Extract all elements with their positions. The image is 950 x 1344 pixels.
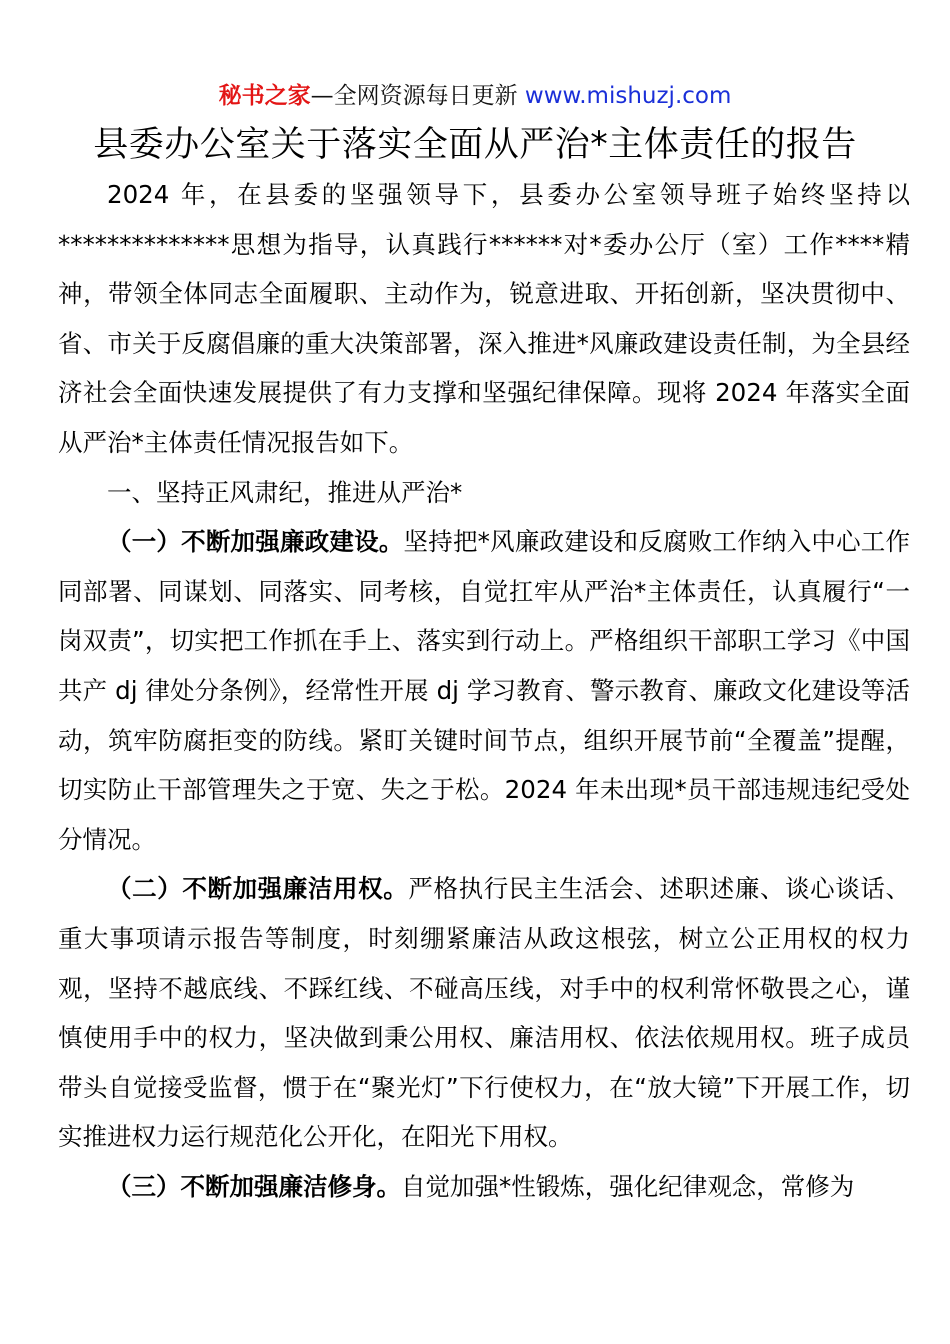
- item-lead-1: （一）不断加强廉政建设。: [107, 527, 404, 557]
- section-heading: 一、坚持正风肃纪，推进从严治*: [107, 477, 463, 507]
- item-paragraph-3: [58, 1162, 910, 1212]
- item-text-3: 自觉加强*性锻炼，强化纪律观念，常修为: [401, 1171, 855, 1201]
- item-paragraph-1: [58, 517, 910, 864]
- site-banner: [0, 80, 950, 112]
- item-lead-2: （二）不断加强廉洁用权。: [107, 874, 409, 904]
- document-body: [58, 170, 910, 1211]
- intro-paragraph: 2024 年，在县委的坚强领导下，县委办公室领导班子始终坚持以**************思想为指导，认真践行******对*委办公厅（室）工作****精神，带领全体同志全面履职、主动作为，锐意进取、开拓创新，坚决贯彻中、省、市关于反腐倡廉的重大决策部署，深入推进*风廉政建设责任制，为全县经济社会全面快速发展提供了有力支撑和坚强纪律保障。现将 2024 年落实全面从严治*主体责任情况报告如下。: [58, 180, 910, 457]
- site-url-link[interactable]: www.mishuzj.com: [524, 83, 732, 109]
- item-text-1: 坚持把*风廉政建设和反腐败工作纳入中心工作同部署、同谋划、同落实、同考核，自觉扛牢从严治*主体责任，认真履行“一岗双责”，切实把工作抓在手上、落实到行动上。严格组织干部职工学习《中国共产 dj 律处分条例》，经常性开展 dj 学习教育、警示教育、廉政文化建设等活动，筑牢防腐拒变的防线。紧盯关键时间节点，组织开展节前“全覆盖”提醒，切实防止干部管理失之于宽、失之于松。2024 年未出现*员干部违规违纪受处分情况。: [58, 527, 910, 854]
- item-paragraph-2: [58, 864, 910, 1162]
- site-brand: 秘书之家: [218, 83, 311, 109]
- item-text-2: 严格执行民主生活会、述职述廉、谈心谈话、重大事项请示报告等制度，时刻绷紧廉洁从政这根弦，树立公正用权的权力观，坚持不越底线、不踩红线、不碰高压线，对手中的权利常怀敬畏之心，谨慎使用手中的权力，坚决做到秉公用权、廉洁用权、依法依规用权。班子成员带头自觉接受监督，惯于在“聚光灯”下行使权力，在“放大镜”下开展工作，切实推进权力运行规范化公开化，在阳光下用权。: [58, 874, 911, 1152]
- item-lead-3: （三）不断加强廉洁修身。: [107, 1171, 401, 1201]
- document-title: 县委办公室关于落实全面从严治*主体责任的报告: [93, 125, 857, 165]
- site-tagline: —全网资源每日更新: [310, 83, 525, 109]
